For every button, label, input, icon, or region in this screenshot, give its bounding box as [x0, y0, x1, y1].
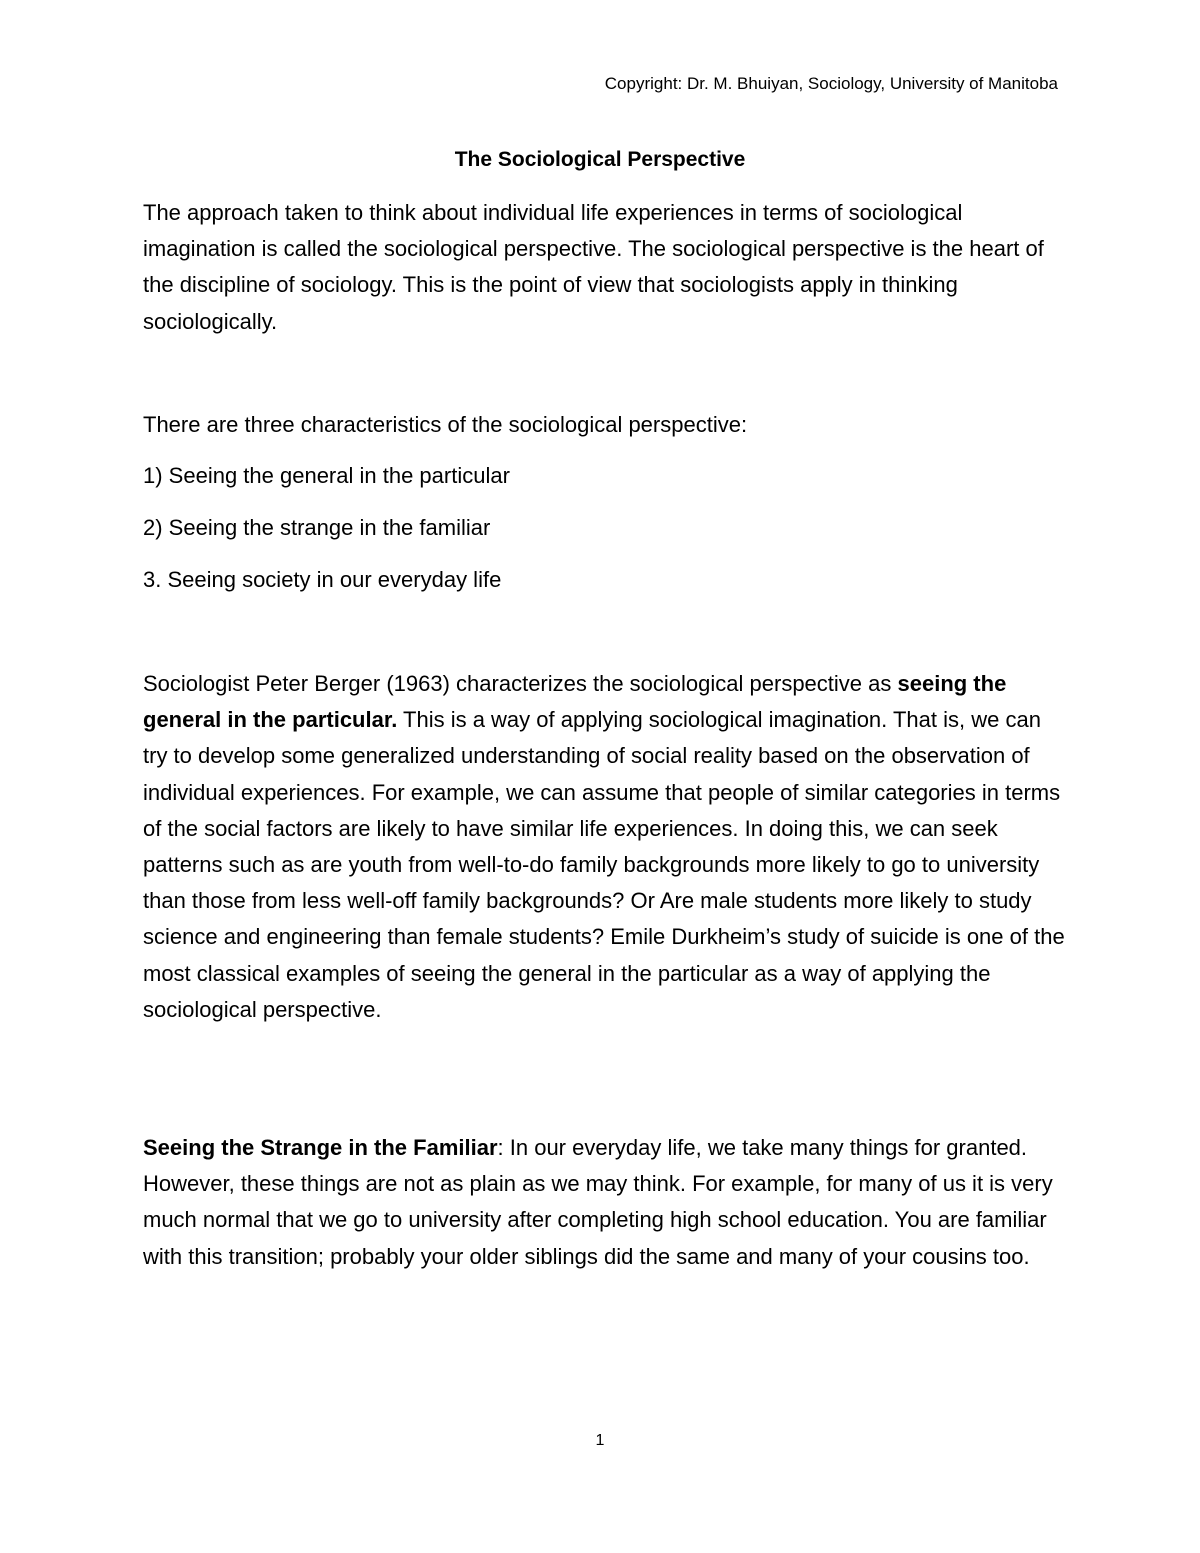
paragraph-text: : In our everyday life, we take many things for granted. However, these things are not as plain as we may think. For example, for many of us it is very much normal that we go to university after completing high school education. You are familiar with this transition; probably your older siblings did the same and many of your cousins too. — [143, 1135, 1053, 1269]
paragraph-lead: Sociologist Peter Berger (1963) characterizes the sociological perspective as — [143, 671, 898, 696]
paragraph-general-in-particular — [143, 666, 1068, 1028]
bold-term: seeing the general in the particular. — [143, 671, 1007, 733]
page-title: The Sociological Perspective — [454, 148, 746, 171]
list-item: 3. Seeing society in our everyday life — [143, 567, 502, 592]
bold-heading: Seeing the Strange in the Familiar — [143, 1135, 498, 1160]
paragraph-definition: The approach taken to think about individual life experiences in terms of sociological imagination is called the sociological perspective. The sociological perspective is the heart of the discipline of sociology. This is the point of view that sociologists apply in thinking sociologically. — [143, 200, 1044, 334]
paragraph-strange-in-familiar — [143, 1130, 1068, 1275]
paragraph-text: This is a way of applying sociological imagination. That is, we can try to develop some generalized understanding of social reality based on the observation of individual experiences. For example, we can assume that people of similar categories in terms of the social factors are likely to have similar life experiences. In doing this, we can seek patterns such as are youth from well-to-do family backgrounds more likely to go to university than those from less well-off family backgrounds? Or Are male students more likely to study science and engineering than female students? Emile Durkheim’s study of suicide is one of the most classical examples of seeing the general in the particular as a way of applying the sociological perspective. — [143, 707, 1065, 1022]
list-intro: There are three characteristics of the sociological perspective: — [143, 412, 748, 437]
list-item: 1) Seeing the general in the particular — [143, 463, 510, 488]
copyright-header: Copyright: Dr. M. Bhuiyan, Sociology, University of Manitoba — [604, 74, 1058, 93]
page-number: 1 — [595, 1432, 605, 1449]
list-item: 2) Seeing the strange in the familiar — [143, 515, 491, 540]
